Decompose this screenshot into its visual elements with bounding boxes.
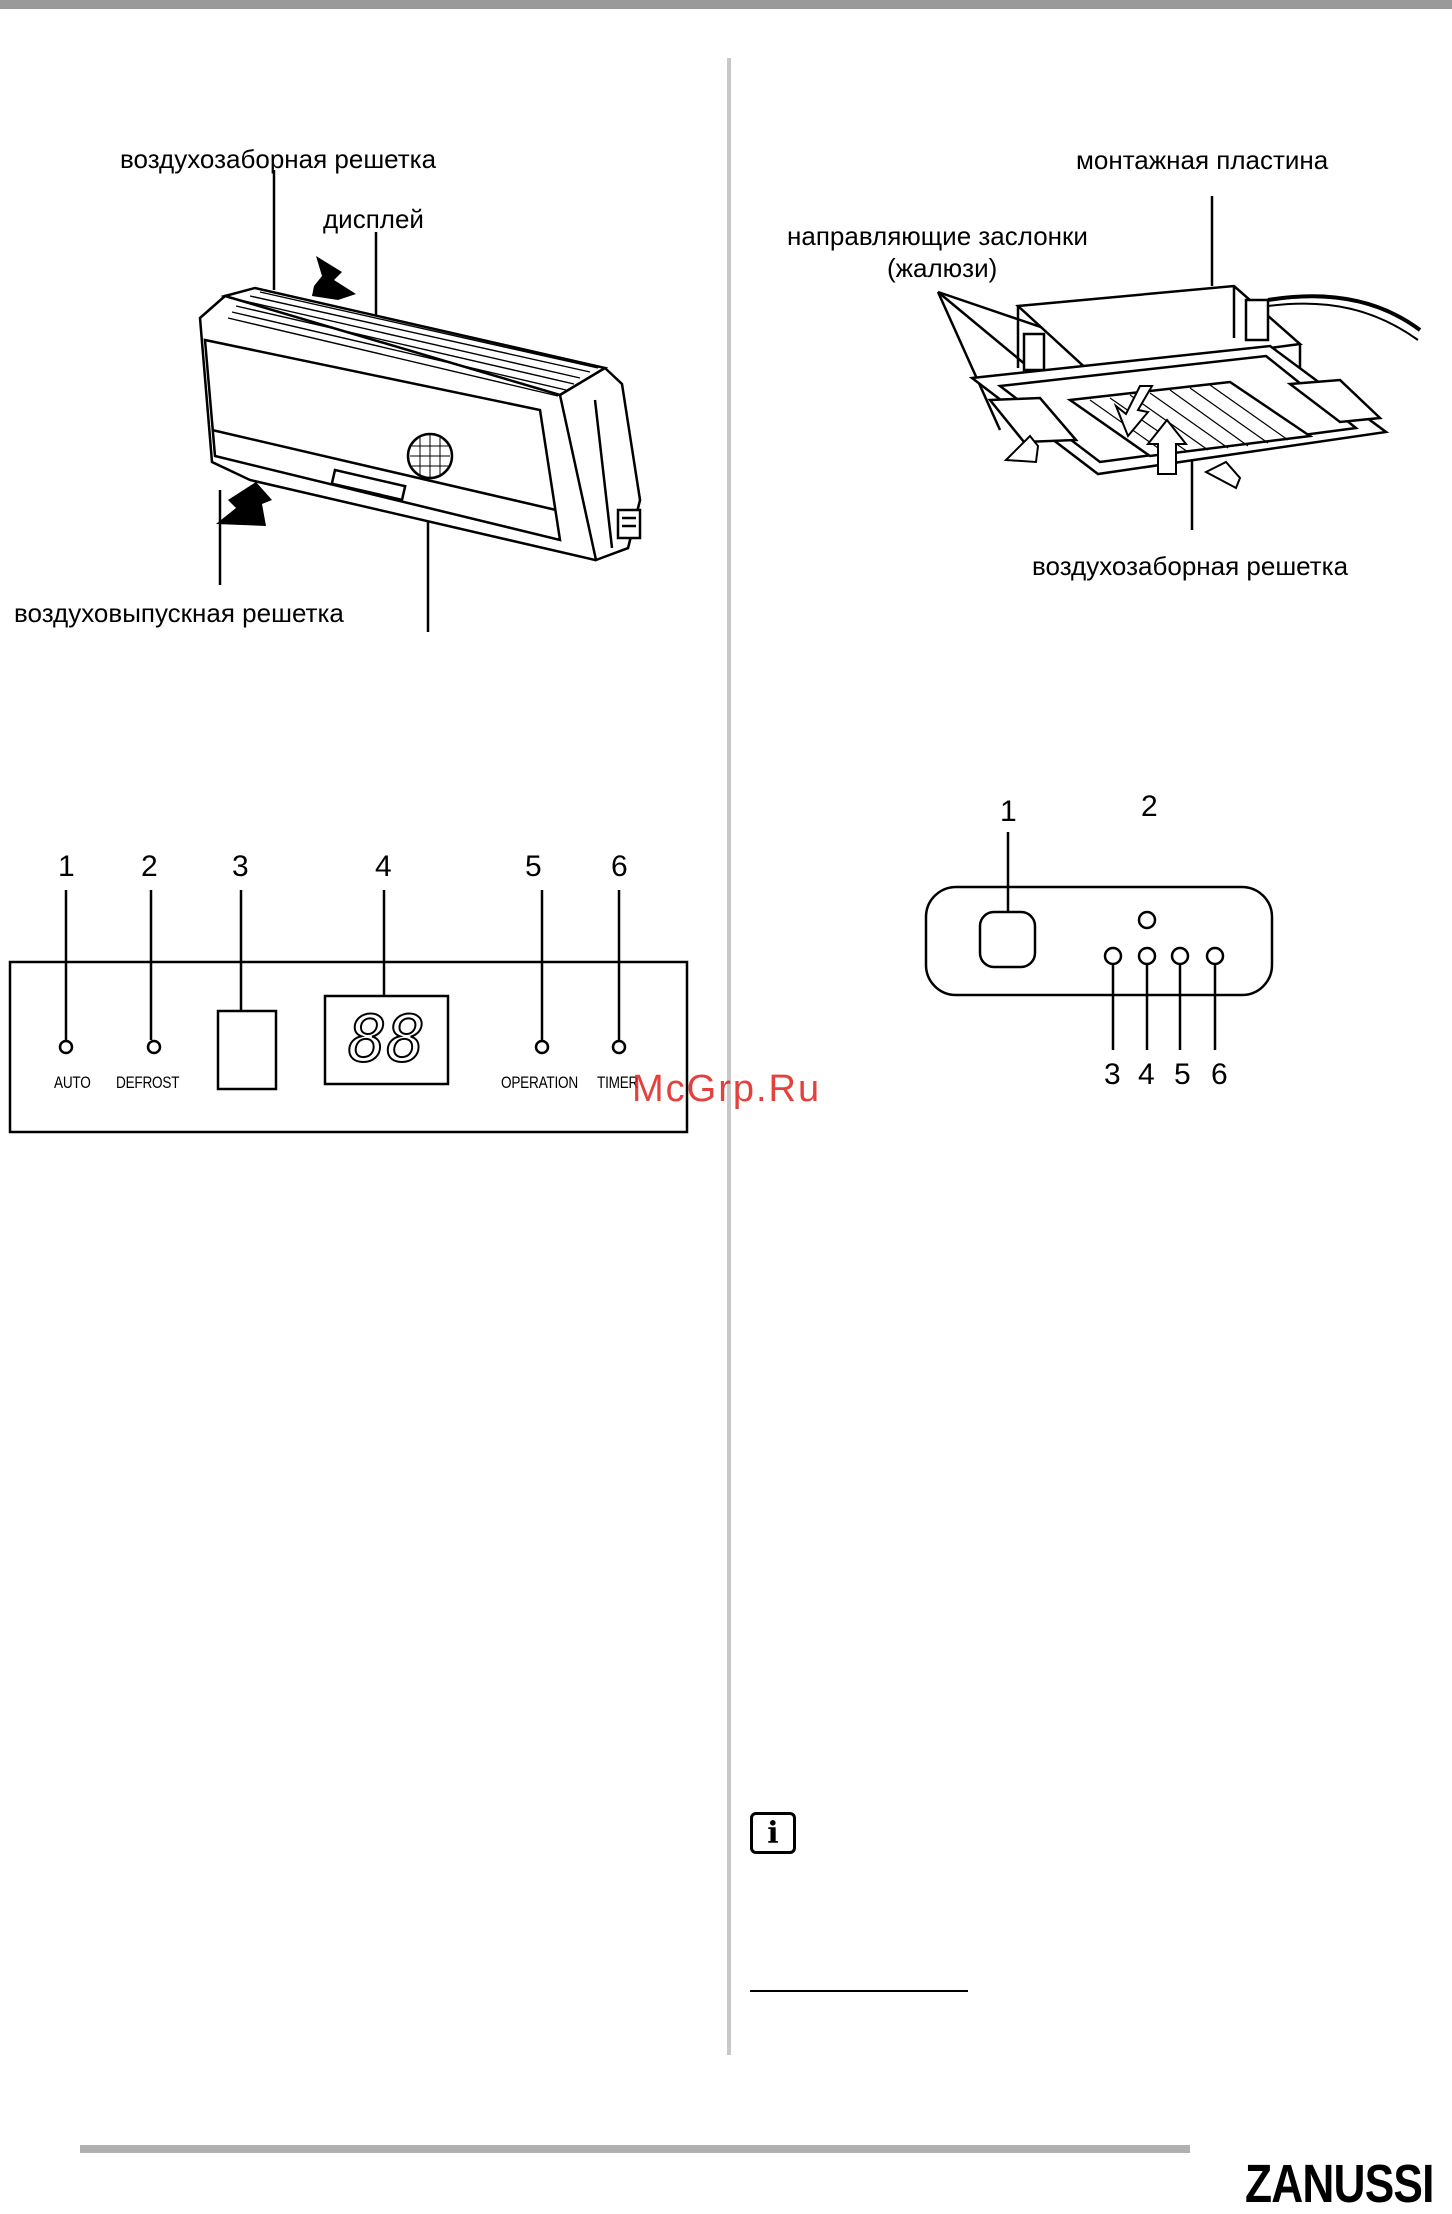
wall-air-outlet-label: воздуховыпускная решетка (14, 598, 344, 628)
cassette-callout-5: 5 (1174, 1058, 1191, 1091)
zanussi-logo: ZANUSSI (1245, 2154, 1434, 2214)
footnote-rule (750, 1990, 968, 1992)
watermark-text: McGrp.Ru (632, 1068, 822, 1110)
cassette-louvers-label-line1: направляющие заслонки (787, 221, 1088, 251)
cassette-callout-3: 3 (1104, 1058, 1121, 1091)
cassette-callout-6: 6 (1211, 1058, 1228, 1091)
indicator-defrost-label: DEFROST (116, 1073, 180, 1092)
wall-display-label: дисплей (323, 204, 424, 234)
cassette-callout-4: 4 (1138, 1058, 1155, 1091)
wall-callout-1: 1 (58, 850, 75, 883)
wall-callout-5: 5 (525, 850, 542, 883)
seven-segment-display: 88 (347, 1003, 426, 1077)
indicator-timer-label: TIMER (597, 1073, 639, 1092)
cassette-callout-2: 2 (1141, 790, 1158, 823)
cassette-air-inlet-label: воздухозаборная решетка (1032, 551, 1349, 581)
info-icon: i (750, 1812, 796, 1854)
indicator-auto-label: AUTO (54, 1073, 91, 1092)
wall-callout-6: 6 (611, 850, 628, 883)
wall-callout-3: 3 (232, 850, 249, 883)
wall-air-inlet-label: воздухозаборная решетка (120, 144, 437, 174)
wall-callout-4: 4 (375, 850, 392, 883)
wall-callout-2: 2 (141, 850, 158, 883)
cassette-louvers-label-line2: (жалюзи) (887, 253, 998, 283)
cassette-mounting-plate-label: монтажная пластина (1076, 145, 1329, 175)
cassette-callout-1: 1 (1000, 795, 1017, 828)
indicator-operation-label: OPERATION (501, 1073, 578, 1092)
